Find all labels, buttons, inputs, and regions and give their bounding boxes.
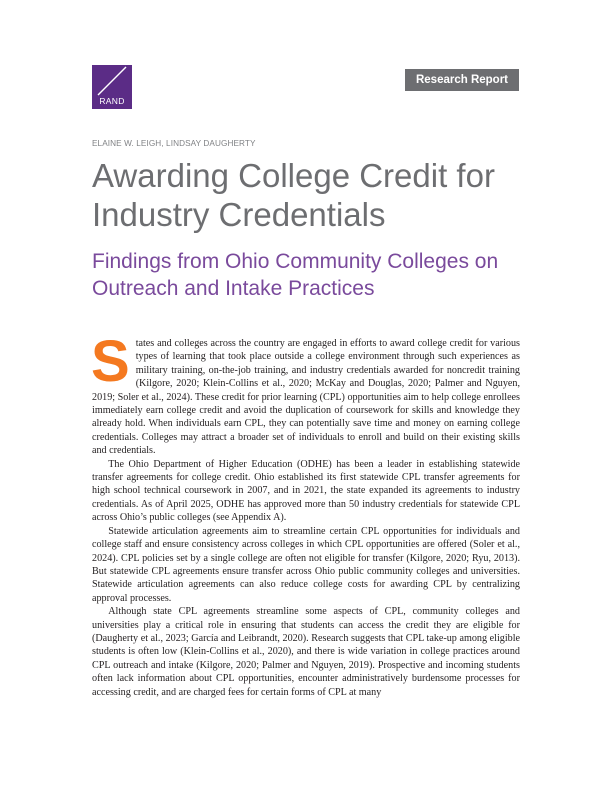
paragraph-3: Statewide articulation agreements aim to streamline certain CPL opportunities for individuals and college staff and ensure consistency across colleges in which CPL opportunities are offered (Soler et al., 2024). CPL policies set by a single college are often not eligible for transfer (Kilgore, 2020; Ryu, 2013). But statewide CPL agreements ensure transfer across Ohio public community colleges and universities. Statewide articulation agreements can also reduce college costs for awarding CPL by centralizing approval processes. — [92, 525, 520, 604]
paragraph-1 — [91, 329, 520, 458]
rand-logo — [92, 65, 132, 109]
drop-cap: S — [91, 329, 130, 394]
body-text — [91, 329, 520, 699]
page-subtitle: Findings from Ohio Community Colleges on Outreach and Intake Practices — [92, 250, 499, 300]
page-title: Awarding College Credit for Industry Credentials — [92, 157, 495, 233]
paragraph-4: Although state CPL agreements streamline some aspects of CPL, community colleges and universities play a critical role in ensuring that students can access the credit they are eligible for (Daugherty et al., 2023; García and Leibrandt, 2020). Research suggests that CPL take-up among eligible students is often low (Klein-Collins et al., 2020), and there is wide variation in college practices around CPL outreach and intake (Kilgore, 2020; Palmer and Nguyen, 2019). Prospective and incoming students often lack information about CPL opportunities, encounter administratively burdensome processes for accessing credit, and are charged fees for certain forms of CPL at many — [92, 606, 520, 698]
paragraph-1-text: tates and colleges across the country are engaged in efforts to award college credit for various types of learning that took place outside a college environment through such experiences as military training, on-the-job training, and industry credentials awarded for noncredit training (Kilgore, 2020; Klein-Collins et al., 2020; McKay and Douglas, 2020; Palmer and Nguyen, 2019; Soler et al., 2024). These credit for prior learning (CPL) opportunities aim to help college enrollees immediately earn college credit and avoid the duplication of coursework for skills and knowledge they already hold. When individuals earn CPL, they can potentially save time and money on earning college credentials. Colleges may attract a broader set of individuals to enroll and build on their existing skills and credentials. — [92, 338, 520, 457]
logo-text: RAND — [99, 96, 125, 106]
authors: ELAINE W. LEIGH, LINDSAY DAUGHERTY — [92, 139, 256, 148]
paragraph-2: The Ohio Department of Higher Education (ODHE) has been a leader in establishing statewide transfer agreements for college credit. Ohio established its first statewide CPL transfer agreements for high school technical coursework in 2007, and in 2021, the state expanded its agreements to industry credentials. As of April 2025, ODHE has approved more than 50 industry credentials for statewide CPL across Ohio’s public colleges (see Appendix A). — [92, 458, 520, 524]
report-type-badge: Research Report — [405, 69, 519, 91]
